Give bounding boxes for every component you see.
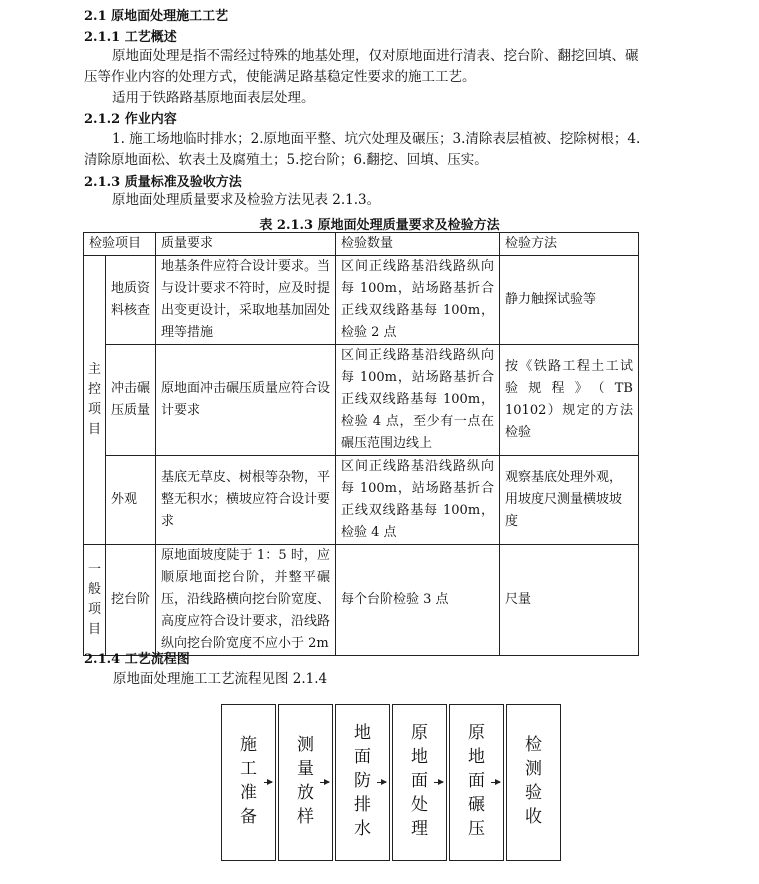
flow-step: 原地面碾压 xyxy=(449,704,504,861)
table-row xyxy=(84,345,639,456)
row-quantity: 区间正线路基沿线路纵向每 100m，站场路基折合正线双线路基每 100m，检验 4 点 xyxy=(336,456,500,545)
row-method: 静力触探试验等 xyxy=(500,256,639,345)
table-row xyxy=(84,545,639,656)
header-inspection-item: 检验项目 xyxy=(84,233,156,256)
row-method: 按《铁路工程土工试验规程》（TB 10102）规定的方法检验 xyxy=(500,345,639,456)
flow-arrow xyxy=(320,782,329,783)
table-header-row xyxy=(84,233,639,256)
row-quantity: 区间正线路基沿线路纵向每 100m，站场路基折合正线双线路基每 100m，检验 4 点，至少有一点在碾压范围边线上 xyxy=(336,345,500,456)
section-heading-2-1: 2.1 原地面处理施工工艺 xyxy=(84,9,229,24)
overview-paragraph: 原地面处理是指不需经过特殊的地基处理，仅对原地面进行清表、挖台阶、翻挖回填、碾压等作业内容的处理方式，使能满足路基稳定性要求的施工工艺。 xyxy=(84,48,639,85)
row-item: 冲击碾压质量 xyxy=(106,345,156,456)
table-caption: 表 2.1.3 原地面处理质量要求及检验方法 xyxy=(259,218,500,233)
quality-table xyxy=(83,232,639,656)
row-requirement: 地基条件应符合设计要求。当与设计要求不符时，应及时提出变更设计，采取地基加固处理等措施 xyxy=(156,256,336,345)
section-heading-2-1-1: 2.1.1 工艺概述 xyxy=(84,30,177,45)
section-heading-2-1-3: 2.1.3 质量标准及验收方法 xyxy=(84,175,242,190)
table-row xyxy=(84,456,639,545)
row-method: 尺量 xyxy=(500,545,639,656)
row-requirement: 原地面冲击碾压质量应符合设计要求 xyxy=(156,345,336,456)
section-heading-2-1-2: 2.1.2 作业内容 xyxy=(84,112,177,127)
work-content-paragraph: 1. 施工场地临时排水；2.原地面平整、坑穴处理及碾压；3.清除表层植被、挖除树根；4.清除原地面松、软表土及腐殖土；5.挖台阶；6.翻挖、回填、压实。 xyxy=(84,131,641,168)
flow-step: 原地面处理 xyxy=(392,704,447,861)
row-item: 外观 xyxy=(106,456,156,545)
header-inspection-method: 检验方法 xyxy=(500,233,639,256)
flow-step: 检测验收 xyxy=(506,704,561,861)
flow-arrow xyxy=(264,782,272,783)
group-general: 一般项目 xyxy=(84,545,106,656)
row-item: 挖台阶 xyxy=(106,545,156,656)
flow-arrow xyxy=(434,782,443,783)
flow-arrow xyxy=(377,782,386,783)
quality-paragraph: 原地面处理质量要求及检验方法见表 2.1.3。 xyxy=(112,192,381,208)
flow-step: 测量放样 xyxy=(278,704,333,861)
group-main-control: 主控项目 xyxy=(84,256,106,545)
flow-step: 施工准备 xyxy=(221,704,276,861)
row-quantity: 每个台阶检验 3 点 xyxy=(336,545,500,656)
row-requirement: 原地面坡度陡于 1：5 时，应顺原地面挖台阶，并整平碾压，沿线路横向挖台阶宽度、高度应符合设计要求，沿线路纵向挖台阶宽度不应小于 2m xyxy=(156,545,336,656)
flowchart-intro: 原地面处理施工工艺流程见图 2.1.4 xyxy=(113,671,328,687)
table-row xyxy=(84,256,639,345)
row-requirement: 基底无草皮、树根等杂物，平整无积水；横坡应符合设计要求 xyxy=(156,456,336,545)
row-quantity: 区间正线路基沿线路纵向每 100m，站场路基折合正线双线路基每 100m，检验 2 点 xyxy=(336,256,500,345)
section-heading-2-1-4: 2.1.4 工艺流程图 xyxy=(84,652,190,667)
header-inspection-quantity: 检验数量 xyxy=(336,233,500,256)
header-quality-requirement: 质量要求 xyxy=(156,233,336,256)
flow-arrow xyxy=(491,782,500,783)
row-item: 地质资料核查 xyxy=(106,256,156,345)
row-method: 观察基底处理外观，用坡度尺测量横坡坡度 xyxy=(500,456,639,545)
flow-step: 地面防排水 xyxy=(335,704,390,861)
scope-paragraph: 适用于铁路路基原地面表层处理。 xyxy=(112,90,315,106)
